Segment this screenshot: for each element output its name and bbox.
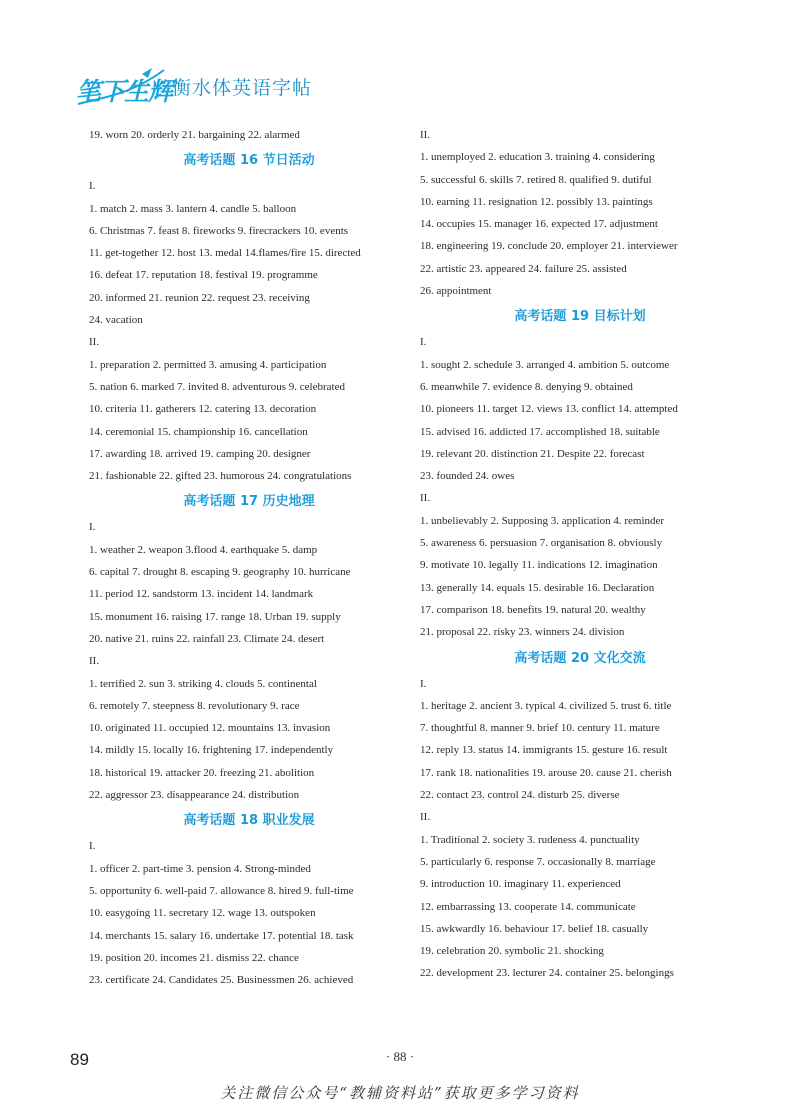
answer-line: 5. awareness 6. persuasion 7. organisation 8. obviously bbox=[420, 537, 663, 550]
answer-line: 19. position 20. incomes 21. dismiss 22. chance bbox=[89, 951, 299, 964]
answer-line: 23. founded 24. owes bbox=[420, 470, 515, 483]
answer-line: 12. reply 13. status 14. immigrants 15. gesture 16. result bbox=[420, 744, 668, 757]
brand-logo bbox=[72, 64, 173, 108]
part-label: I. bbox=[89, 840, 96, 853]
answer-line: 15. awkwardly 16. behaviour 17. belief 18. casually bbox=[420, 922, 649, 935]
answer-line: 1. Traditional 2. society 3. rudeness 4. punctuality bbox=[420, 833, 640, 846]
answer-line: 18. historical 19. attacker 20. freezing 21. abolition bbox=[89, 766, 315, 779]
answer-line: 11. period 12. sandstorm 13. incident 14. landmark bbox=[89, 588, 314, 601]
answer-line: 19. relevant 20. distinction 21. Despite 22. forecast bbox=[420, 447, 645, 460]
answer-line: 1. sought 2. schedule 3. arranged 4. ambition 5. outcome bbox=[420, 358, 670, 371]
section-title: 高考话题 20 文化交流 bbox=[514, 650, 646, 666]
answer-line: 18. engineering 19. conclude 20. employer 21. interviewer bbox=[420, 240, 678, 253]
left-column bbox=[89, 124, 409, 991]
answer-line: 6. remotely 7. steepness 8. revolutionary 9. race bbox=[89, 699, 300, 712]
answer-line: 12. embarrassing 13. cooperate 14. communicate bbox=[420, 900, 636, 913]
part-label: I. bbox=[420, 677, 427, 690]
part-label: II. bbox=[420, 492, 431, 505]
answer-line: 15. monument 16. raising 17. range 18. Urban 19. supply bbox=[89, 610, 341, 623]
answer-line: 10. pioneers 11. target 12. views 13. conflict 14. attempted bbox=[420, 403, 678, 416]
answer-line: 14. merchants 15. salary 16. undertake 17. potential 18. task bbox=[89, 929, 354, 942]
answer-line: 23. certificate 24. Candidates 25. Businessmen 26. achieved bbox=[89, 974, 354, 987]
section-title: 高考话题 16 节日活动 bbox=[183, 153, 315, 169]
answer-line: 14. ceremonial 15. championship 16. cancellation bbox=[89, 425, 308, 438]
answer-line: 5. opportunity 6. well-paid 7. allowance 8. hired 9. full-time bbox=[89, 884, 354, 897]
answer-line: 15. advised 16. addicted 17. accomplished 18. suitable bbox=[420, 425, 660, 438]
answer-line: 10. earning 11. resignation 12. possibly 13. paintings bbox=[420, 195, 653, 208]
part-label: II. bbox=[420, 811, 431, 824]
page-number-center: · 88 · bbox=[385, 1049, 415, 1064]
answer-line: 19. celebration 20. symbolic 21. shocking bbox=[420, 945, 604, 958]
answer-line: 1. terrified 2. sun 3. striking 4. clouds 5. continental bbox=[89, 677, 317, 690]
section-title: 高考话题 19 目标计划 bbox=[514, 309, 646, 325]
part-label: II. bbox=[89, 336, 100, 349]
part-label: I. bbox=[420, 336, 427, 349]
footer-note: 关注微信公众号“教辅资料站”获取更多学习资料 bbox=[220, 1084, 580, 1102]
answer-line: 10. easygoing 11. secretary 12. wage 13. outspoken bbox=[89, 907, 316, 920]
answer-line: 20. informed 21. reunion 22. request 23. receiving bbox=[89, 291, 310, 304]
answer-line: 17. awarding 18. arrived 19. camping 20. designer bbox=[89, 447, 311, 460]
answer-line: 17. comparison 18. benefits 19. natural 20. wealthy bbox=[420, 603, 646, 616]
answer-line: 1. weather 2. weapon 3.flood 4. earthquake 5. damp bbox=[89, 543, 318, 556]
answer-line: 10. originated 11. occupied 12. mountains 13. invasion bbox=[89, 722, 331, 735]
part-label: II. bbox=[89, 655, 100, 668]
answer-line: 5. particularly 6. response 7. occasionally 8. marriage bbox=[420, 855, 656, 868]
answer-line: 14. mildly 15. locally 16. frightening 17. independently bbox=[89, 744, 334, 757]
answer-line: 20. native 21. ruins 22. rainfall 23. Climate 24. desert bbox=[89, 632, 325, 645]
answer-line: 5. nation 6. marked 7. invited 8. adventurous 9. celebrated bbox=[89, 380, 345, 393]
answer-line: 22. contact 23. control 24. disturb 25. diverse bbox=[420, 789, 620, 802]
answer-line: 22. aggressor 23. disappearance 24. distribution bbox=[89, 789, 300, 802]
logo-text: 笔下生辉 bbox=[76, 77, 173, 106]
answer-line: 17. rank 18. nationalities 19. arouse 20. cause 21. cherish bbox=[420, 766, 672, 779]
answer-line: 6. meanwhile 7. evidence 8. denying 9. obtained bbox=[420, 380, 633, 393]
part-label: I. bbox=[89, 521, 96, 534]
answer-line: 19. worn 20. orderly 21. bargaining 22. alarmed bbox=[89, 129, 300, 141]
answer-line: 1. unemployed 2. education 3. training 4. considering bbox=[420, 151, 655, 164]
answer-line: 16. defeat 17. reputation 18. festival 19. programme bbox=[89, 269, 318, 282]
part-label: I. bbox=[89, 180, 96, 193]
page-number-left: 89 bbox=[70, 1050, 89, 1069]
answer-line: 1. heritage 2. ancient 3. typical 4. civilized 5. trust 6. title bbox=[420, 699, 672, 712]
answer-line: 9. motivate 10. legally 11. indications 12. imagination bbox=[420, 559, 658, 572]
answer-line: 22. artistic 23. appeared 24. failure 25. assisted bbox=[420, 262, 627, 275]
answer-line: 14. occupies 15. manager 16. expected 17. adjustment bbox=[420, 218, 658, 231]
answer-line: 21. proposal 22. risky 23. winners 24. division bbox=[420, 626, 625, 639]
answer-line: 7. thoughtful 8. manner 9. brief 10. century 11. mature bbox=[420, 722, 660, 735]
answer-line: 1. unbelievably 2. Supposing 3. application 4. reminder bbox=[420, 514, 665, 527]
answer-line: 6. capital 7. drought 8. escaping 9. geography 10. hurricane bbox=[89, 566, 351, 579]
answer-line: 26. appointment bbox=[420, 285, 492, 298]
answer-line: 6. Christmas 7. feast 8. fireworks 9. firecrackers 10. events bbox=[89, 224, 349, 237]
answer-line: 22. development 23. lecturer 24. container 25. belongings bbox=[420, 967, 674, 980]
part-label: II. bbox=[420, 129, 431, 141]
answer-line: 1. officer 2. part-time 3. pension 4. Strong-minded bbox=[89, 862, 311, 875]
brand-title: 衡水体英语字帖 bbox=[172, 76, 313, 99]
answer-line: 13. generally 14. equals 15. desirable 16. Declaration bbox=[420, 581, 655, 594]
answer-line: 10. criteria 11. gatherers 12. catering 13. decoration bbox=[89, 403, 317, 416]
answer-line: 1. preparation 2. permitted 3. amusing 4. participation bbox=[89, 358, 327, 371]
page-header bbox=[72, 64, 312, 108]
right-column bbox=[420, 124, 740, 985]
answer-line: 9. introduction 10. imaginary 11. experienced bbox=[420, 878, 621, 891]
answer-line: 5. successful 6. skills 7. retired 8. qualified 9. dutiful bbox=[420, 173, 652, 186]
answer-line: 24. vacation bbox=[89, 314, 143, 327]
section-title: 高考话题 18 职业发展 bbox=[183, 813, 315, 829]
answer-line: 21. fashionable 22. gifted 23. humorous 24. congratulations bbox=[89, 470, 352, 483]
section-title: 高考话题 17 历史地理 bbox=[183, 494, 315, 510]
answer-line: 11. get-together 12. host 13. medal 14.flames/fire 15. directed bbox=[89, 247, 361, 260]
answer-line: 1. match 2. mass 3. lantern 4. candle 5. balloon bbox=[89, 202, 297, 215]
